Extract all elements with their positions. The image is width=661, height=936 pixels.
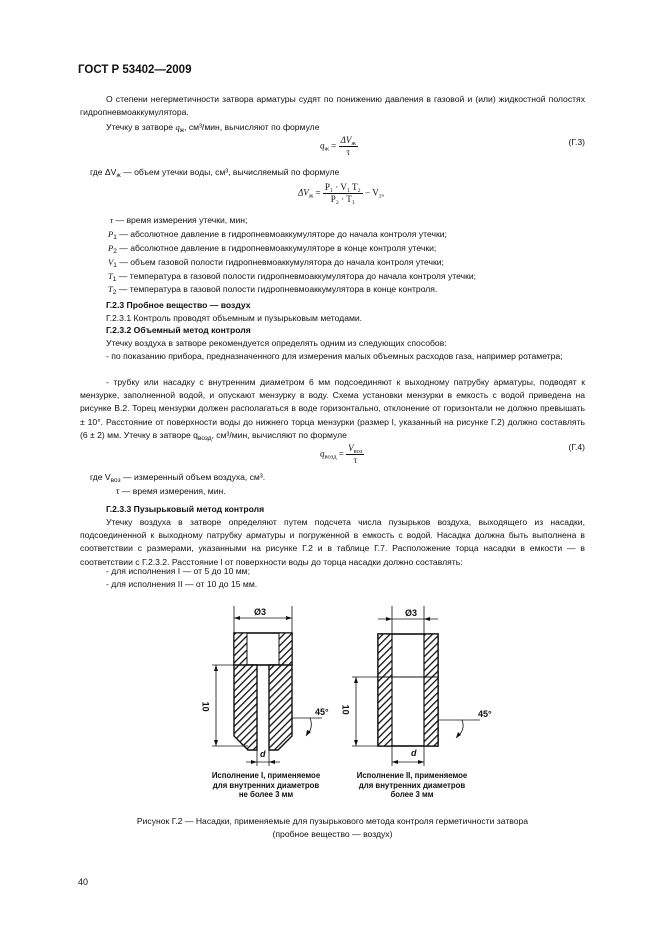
definition-item: $T_1$ — температура в газовой полости гидропневмоаккумулятора до начала контроля утечки; <box>108 271 477 283</box>
paragraph-tube-method: - трубку или насадку с внутренним диаметром 6 мм подсоединяют к выходному патрубку арматуры, подводят к мензурке, заполненной водой, и опускают мензурку в воду. Схема установки мензурки в емкость с водой приведена на рисунке В.2. Торец мензурки должен располагаться в воде горизонтально, отклонение от горизонтали не должно превышать ± 10°. Расстояние от поверхности воды до нижнего торца мензурки (размер l, указанный на рисунке Г.2) должно составлять (6 ± 2) мм. Утечку в затворе $q_{возд}$, см³/мин, вычисляют по формуле <box>80 377 585 442</box>
section-g23: Г.2.3 Пробное вещество — воздух <box>106 300 251 310</box>
paragraph-rotameter: - по показанию прибора, предназначенного для измерения малых объемных расходов газа, например ротаметра; <box>106 351 563 361</box>
dim-angle-right: 45° <box>478 709 492 719</box>
formula-number-g3: (Г.3) <box>568 137 585 147</box>
where-air-volume: где $V_{воз}$ — измеренный объем воздуха, см³. <box>90 472 266 484</box>
dim-height-left: 10 <box>200 701 211 712</box>
list-item-execution-1: - для исполнения I — от 5 до 10 мм; <box>106 566 250 576</box>
caption-execution-2: Исполнение II, применяемое для внутренних диаметров более 3 мм <box>356 771 468 800</box>
nozzle-drawings <box>190 600 510 770</box>
formula-delta-v: $\Delta V_ж$ = $\frac{\text{P₁ · V₁ T₂}}{\text{P₂ · T₁}}$ − V₂, <box>298 182 385 204</box>
definition-item: $V_1$ — объем газовой полости гидропневмоаккумулятора до начала контроля утечки; <box>108 257 444 269</box>
page-header: ГОСТ Р 53402—2009 <box>78 64 192 76</box>
definition-item: τ — время измерения утечки, мин; <box>110 215 248 225</box>
dim-d-left: d <box>260 749 266 759</box>
paragraph-leak-intro: О степени негерметичности затвора арматуры судят по понижению давления в газовой и (или) жидкостной полостях гидропневмоаккумулятора. <box>80 94 585 118</box>
paragraph-air-methods: Утечку воздуха в затворе рекомендуется определять одним из следующих способов: <box>106 338 447 348</box>
nozzle-execution-2 <box>352 606 480 766</box>
section-g232: Г.2.3.2 Объемный метод контроля <box>106 325 251 335</box>
page-number: 40 <box>78 877 89 887</box>
paragraph-bubble-method: Утечку воздуха в затворе определяют путем подсчета числа пузырьков воздуха, выходящего из насадки, подсоединенной к выходному патрубку арматуры и погруженной в емкость с водой. Насадка должна быть выполнена в соответствии с размерами, указанными на рисунке Г.2 и в таблице Г.7. Расположение торца насадки в емкости — в соответствии с Г.2.3.2. Расстояние l от поверхности воды до торца насадки должно составлять: <box>80 517 585 567</box>
definition-item: $P_2$ — абсолютное давление в гидропневмоаккумуляторе в конце контроля утечки; <box>108 243 437 255</box>
where-volume-leak: где $\Delta V_ж$ — объем утечки воды, см³, вычисляемый по формуле <box>90 167 340 179</box>
dim-diameter-right: Ø3 <box>405 608 418 618</box>
formula-g4: $q_{возд}$ = $\frac{V_{воз}}{\tau}$ <box>320 443 363 465</box>
caption-execution-1: Исполнение I, применяемое для внутренних диаметров не более 3 мм <box>211 771 321 800</box>
nozzle-execution-1 <box>212 606 322 766</box>
paragraph-formula-intro: Утечку в затворе $q_ж$, см³/мин, вычисляют по формуле <box>106 122 320 134</box>
dim-angle-left: 45° <box>315 707 329 717</box>
definition-item: $P_1$ — абсолютное давление в гидропневмоаккумуляторе до начала контроля утечки; <box>108 229 447 241</box>
formula-g3: $q_ж$ = $\frac{\Delta V_ж}{\tau}$ <box>320 135 356 157</box>
formula-number-g4: (Г.4) <box>568 442 585 452</box>
dim-d-right: d <box>411 748 417 758</box>
section-g231: Г.2.3.1 Контроль проводят объемным и пузырьковым методами. <box>106 313 363 323</box>
section-g233: Г.2.3.3 Пузырьковый метод контроля <box>106 504 265 514</box>
figure-caption: Рисунок Г.2 — Насадки, применяемые для пузырькового метода контроля герметичности затвора (пробное вещество — воздух) <box>136 816 529 839</box>
dim-height-right: 10 <box>340 704 351 715</box>
where-time: τ — время измерения, мин. <box>116 486 226 496</box>
dim-diameter-left: Ø3 <box>254 607 267 617</box>
list-item-execution-2: - для исполнения II — от 10 до 15 мм. <box>106 579 258 589</box>
definition-item: $T_2$ — температура в газовой полости гидропневмоаккумулятора в конце контроля. <box>108 284 438 296</box>
